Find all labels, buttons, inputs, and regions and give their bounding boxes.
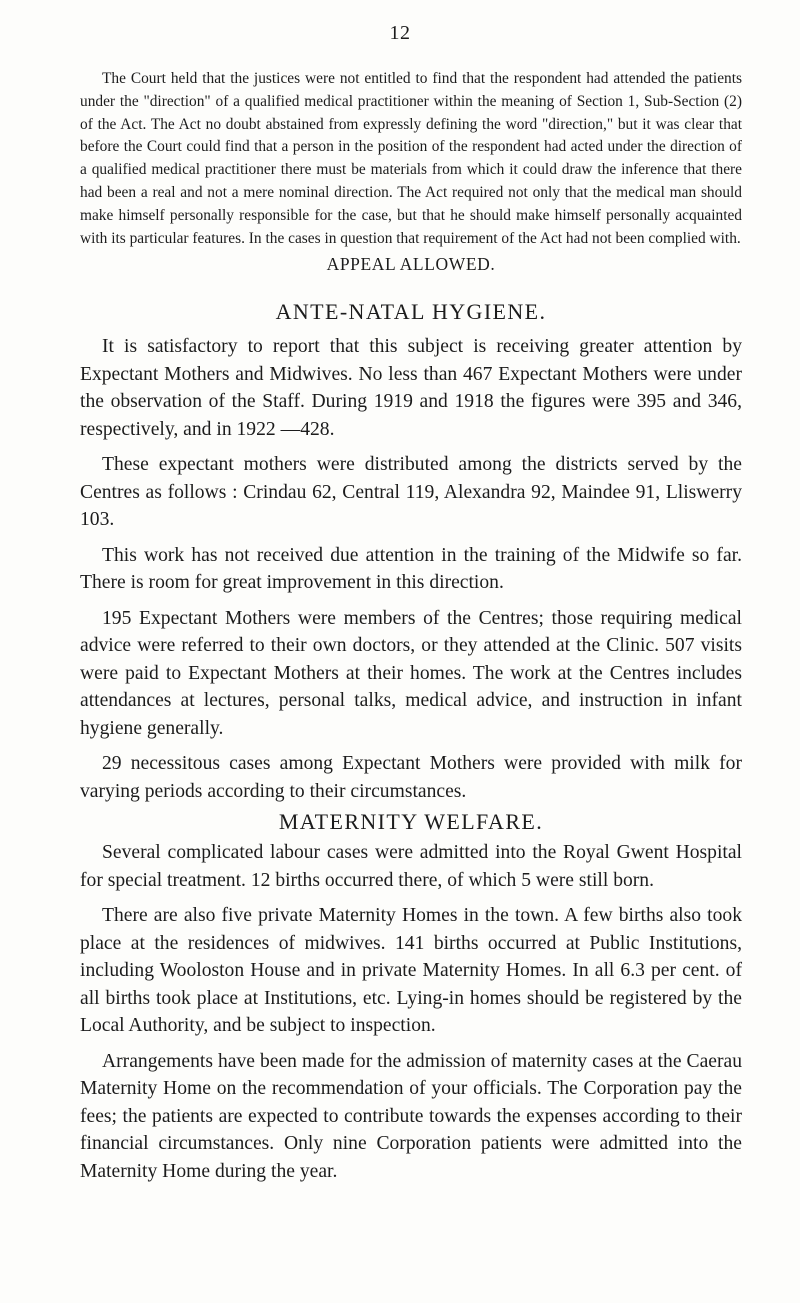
page-number: 12 [389, 22, 411, 44]
antenatal-section [80, 333, 742, 805]
body-paragraph: There are also five private Maternity Homes in the town. A few births also took place at the residences of midwives. 141 births occurred at Public Institutions, including Wooloston House and in private Maternity Homes. In all 6.3 per cent. of all births took place at Institutions, etc. Lying-in homes should be registered by the Local Authority, and be subject to inspection. [80, 905, 742, 1037]
body-paragraph: This work has not received due attention in the training of the Midwife so far. There is room for great improvement in this direction. [80, 544, 742, 594]
body-paragraph: Arrangements have been made for the admission of maternity cases at the Caerau Maternity Home on the recommendation of your officials. The Corporation pay the fees; the patients are expected to contribute towards the expenses according to their financial circumstances. Only nine Corporation patients were admitted into the Maternity Home during the year. [80, 1050, 742, 1182]
appeal-verdict: APPEAL ALLOWED. [326, 254, 496, 275]
section-heading-maternity: MATERNITY WELFARE. [278, 809, 544, 835]
body-paragraph: 29 necessitous cases among Expectant Mothers were provided with milk for varying periods according to their circumstances. [80, 753, 742, 802]
body-paragraph: These expectant mothers were distributed among the districts served by the Centres as follows : Crindau 62, Central 119, Alexandra 92, Maindee 91, Lliswerry 103. [80, 454, 742, 531]
body-paragraph: 195 Expectant Mothers were members of the Centres; those requiring medical advice were referred to their own doctors, or they attended at the Clinic. 507 visits were paid to Expectant Mothers at their homes. The work at the Centres includes attendances at lectures, personal talks, medical advice, and instruction in infant hygiene generally. [80, 607, 742, 739]
section-heading-antenatal: ANTE-NATAL HYGIENE. [275, 299, 547, 325]
court-ruling-section [80, 68, 742, 275]
court-ruling-paragraph: The Court held that the justices were not entitled to find that the respondent had attended the patients under the "direction" of a qualified medical practitioner within the meaning of Section 1, Sub-Section (2) of the Act. The Act no doubt abstained from expressly defining the word "direction," but it was clear that before the Court could find that a person in the position of the respondent had acted under the direction of a qualified medical practitioner there must be materials from which it could draw the inference that there had been a real and not a mere nominal direction. The Act required not only that the medical man should make himself personally responsible for the case, but that he should make himself personally acquainted with its particular features. In the cases in question that requirement of the Act had not been complied with. [80, 70, 742, 247]
body-paragraph: Several complicated labour cases were admitted into the Royal Gwent Hospital for special treatment. 12 births occurred there, of which 5 were still born. [80, 842, 742, 891]
maternity-section [80, 839, 742, 1185]
page-content [80, 68, 742, 1185]
body-paragraph: It is satisfactory to report that this subject is receiving greater attention by Expectant Mothers and Midwives. No less than 467 Expectant Mothers were under the observation of the Staff. During 1919 and 1918 the figures were 395 and 346, respectively, and in 1922 —428. [80, 336, 742, 440]
